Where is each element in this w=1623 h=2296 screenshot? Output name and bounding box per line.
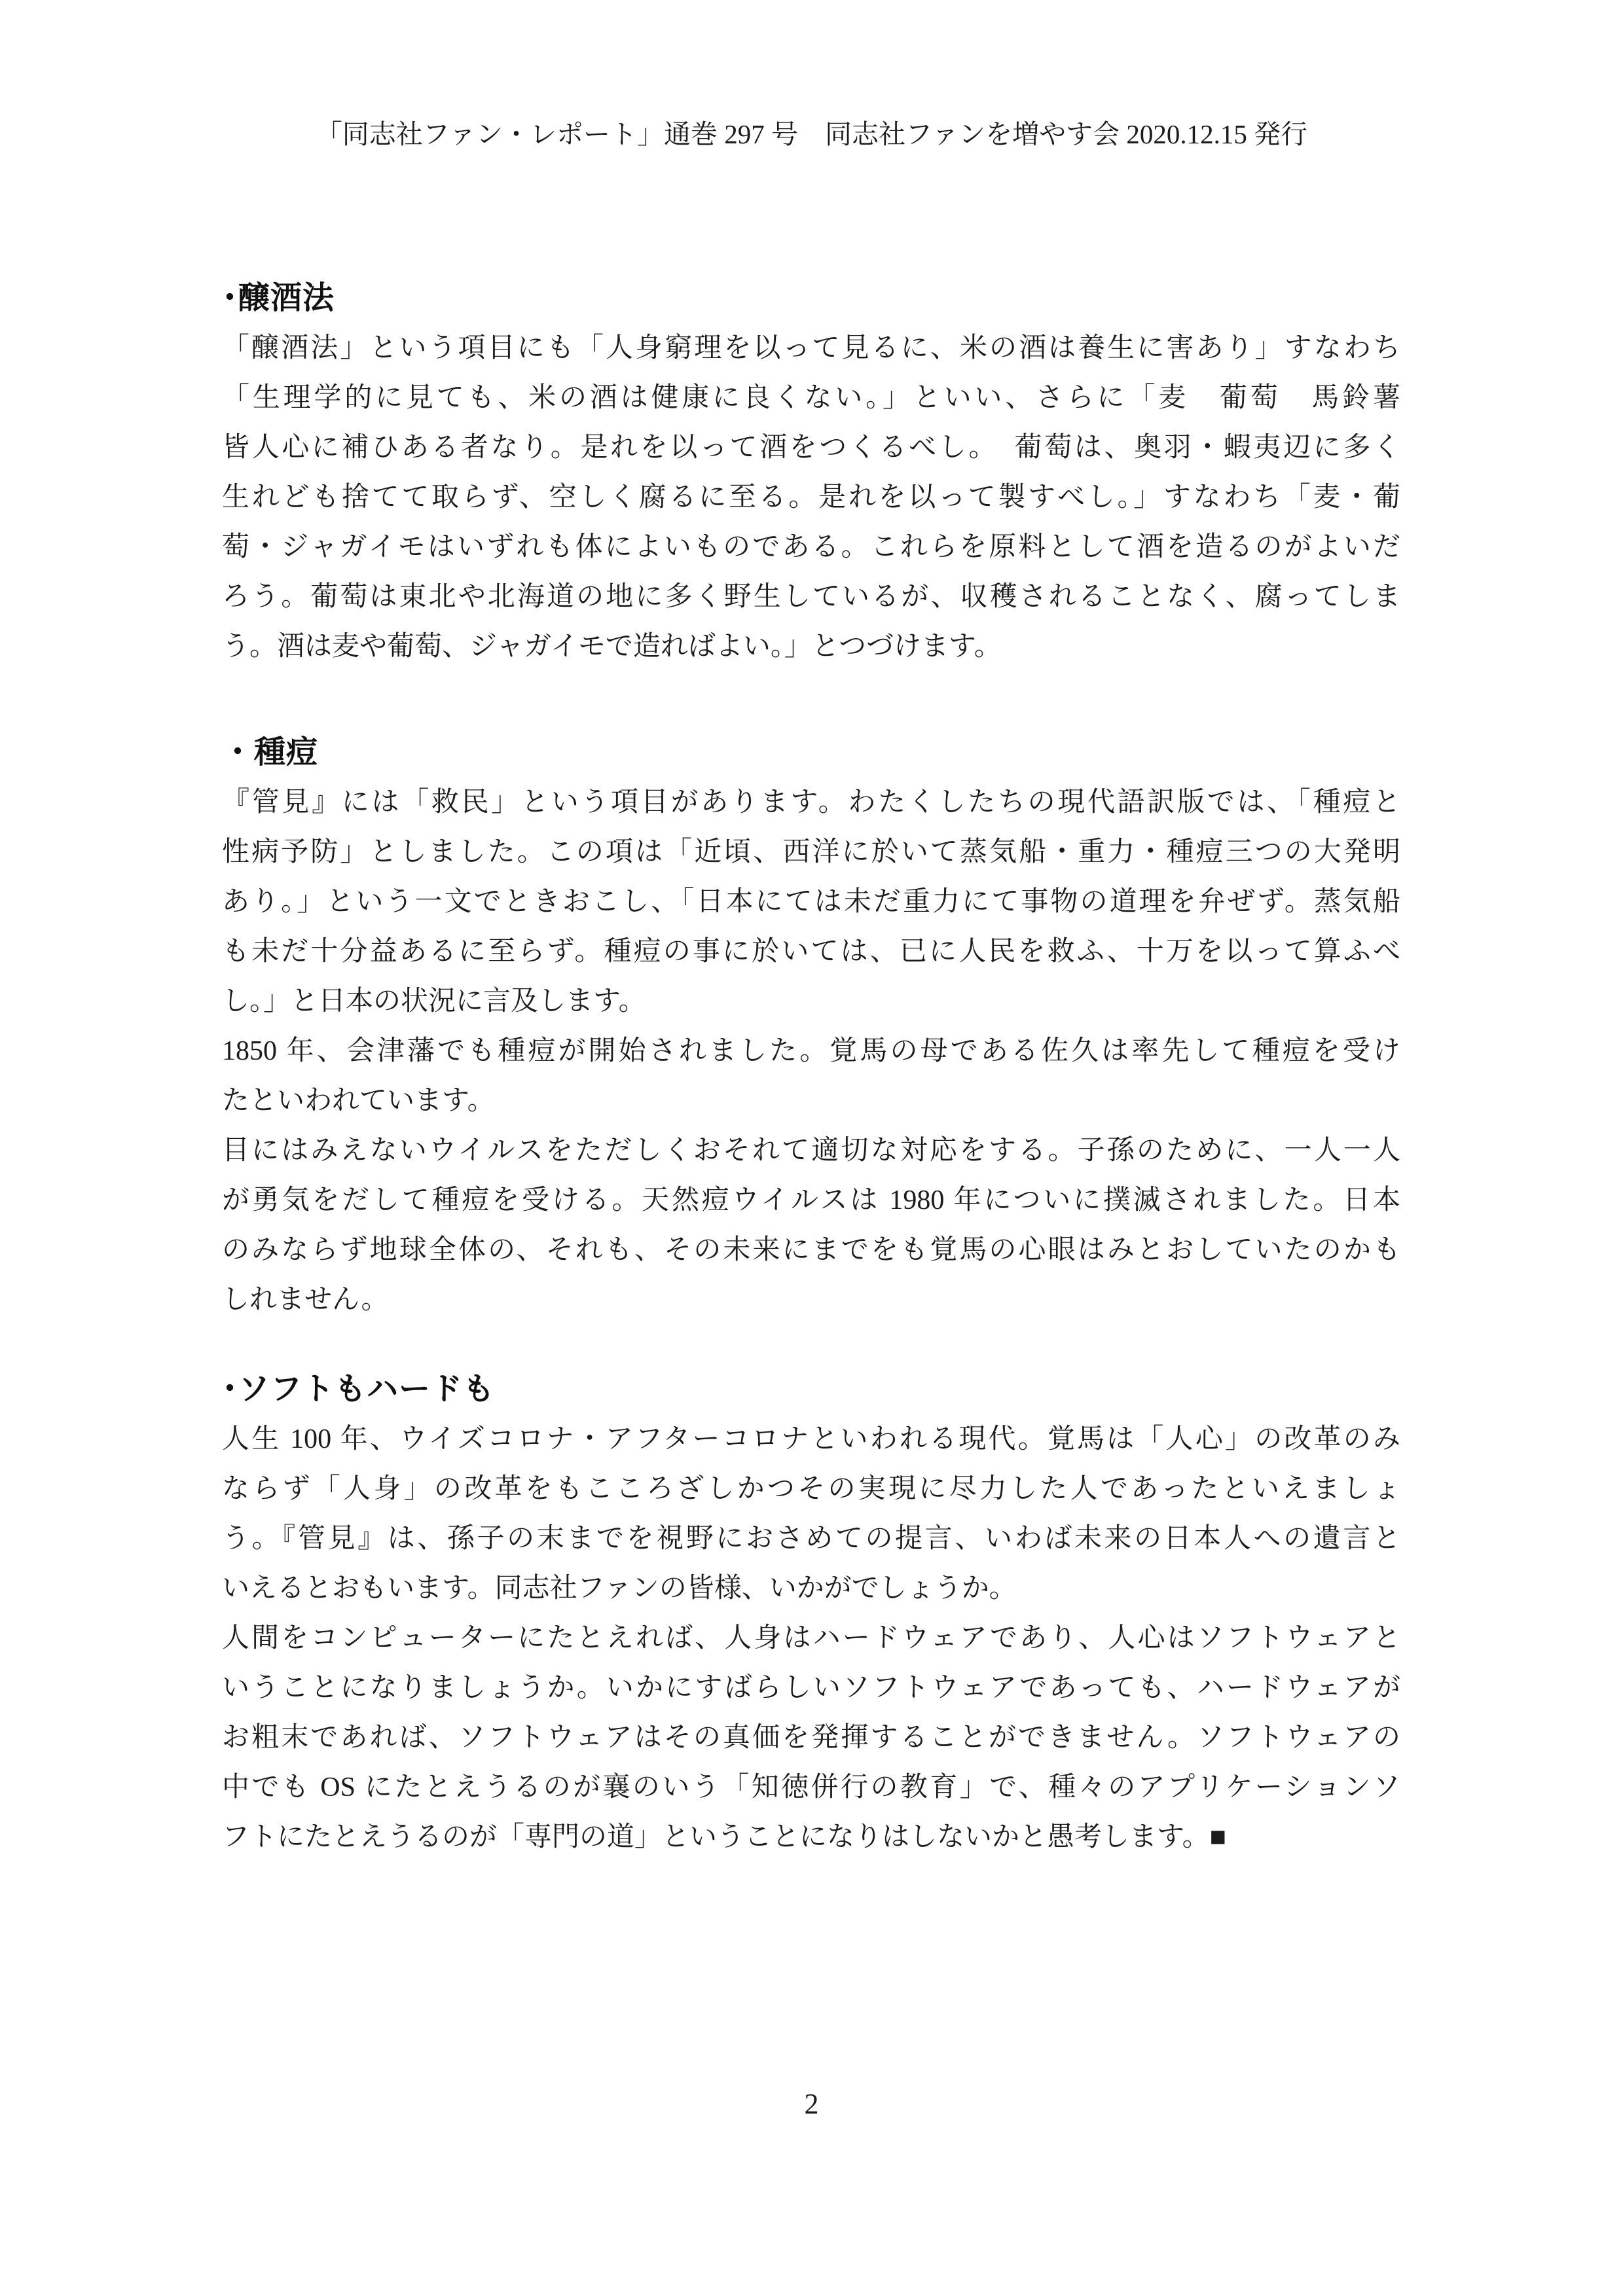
body-line: フトにたとえうるのが「専門の道」ということになりはしないかと愚考します。■: [222, 1822, 1227, 1852]
body-line: のみならず地球全体の、それも、その未来にまでをも覚馬の心眼はみとおしていたのかも: [222, 1235, 1400, 1265]
body-line: 中でも OS にたとえうるのが襄のいう「知徳併行の教育」で、種々のアプリケーションソ: [222, 1772, 1400, 1803]
body-line: お粗末であれば、ソフトウェアはその真価を発揮することができません。ソフトウェアの: [222, 1723, 1400, 1753]
body-line: 萄・ジャガイモはいずれも体によいものである。これらを原料として酒を造るのがよいだ: [222, 532, 1400, 562]
body-line: 皆人心に補ひある者なり。是れを以って酒をつくるべし。 葡萄は、奥羽・蝦夷辺に多く: [222, 433, 1400, 463]
body-line: も未だ十分益あるに至らず。種痘の事に於いては、已に人民を救ふ、十万を以って算ふべ: [222, 937, 1400, 967]
body-line: ならず「人身」の改革をもこころざしかつその実現に尽力した人であったといえましょ: [222, 1474, 1400, 1504]
body-line: 「生理学的に見ても、米の酒は健康に良くない。」といい、さらに「麦 葡萄 馬鈴薯: [222, 383, 1400, 413]
body-line: しれません。: [222, 1285, 389, 1315]
body-line: う。酒は麦や葡萄、ジャガイモで造ればよい。」とつづけます。: [222, 632, 1002, 662]
body-line: ろう。葡萄は東北や北海道の地に多く野生しているが、収穫されることなく、腐ってしま: [222, 582, 1400, 612]
body-line: 目にはみえないウイルスをただしくおそれて適切な対応をする。子孫のために、一人一人: [222, 1136, 1400, 1166]
body-line: し。」と日本の状況に言及します。: [222, 986, 646, 1016]
body-line: 人生 100 年、ウイズコロナ・アフターコロナといわれる現代。覚馬は「人心」の改革のみ: [222, 1424, 1400, 1454]
section-heading: ・種痘: [222, 735, 319, 770]
section-soft-hard: [222, 1365, 1400, 1862]
body-line: が勇気をだして種痘を受ける。天然痘ウイルスは 1980 年についに撲滅されました。日本: [222, 1185, 1400, 1215]
body-line: 1850 年、会津藩でも種痘が開始されました。覚馬の母である佐久は率先して種痘を受け: [222, 1036, 1400, 1066]
body-line: 『管見』には「救民」という項目があります。わたくしたちの現代語訳版では、「種痘と: [222, 787, 1400, 817]
body-line: う。『管見』は、孫子の末までを視野におさめての提言、いわば未来の日本人への遺言と: [222, 1524, 1400, 1554]
page-header: 「同志社ファン・レポート」通巻 297 号 同志社ファンを増やす会 2020.12.15 発行: [315, 119, 1308, 149]
body-line: いうことになりましょうか。いかにすばらしいソフトウェアであっても、ハードウェアが: [222, 1673, 1400, 1703]
body-line: たといわれています。: [222, 1086, 495, 1116]
section-heading: ･ソフトもハードも: [222, 1372, 496, 1407]
body-line: 人間をコンピューターにたとえれば、人身はハードウェアであり、人心はソフトウェアと: [222, 1623, 1400, 1653]
page-number: 2: [804, 2088, 819, 2120]
body-line: 性病予防」としました。この項は「近頃、西洋に於いて蒸気船・重力・種痘三つの大発明: [222, 837, 1400, 867]
section-heading: ･醸酒法: [222, 281, 335, 315]
body-line: 「醸酒法」という項目にも「人身窮理を以って見るに、米の酒は養生に害あり」すなわち: [222, 333, 1400, 363]
body-line: 生れども捨てて取らず、空しく腐るに至る。是れを以って製すべし。」すなわち「麦・葡: [222, 482, 1400, 512]
body-line: いえるとおもいます。同志社ファンの皆様、いかがでしょうか。: [222, 1573, 1017, 1604]
section-jozoho: [222, 274, 1400, 672]
section-shuto: [222, 728, 1400, 1325]
body-line: あり。」という一文でときおこし、「日本にては未だ重力にて事物の道理を弁ぜず。蒸気船: [222, 887, 1400, 917]
